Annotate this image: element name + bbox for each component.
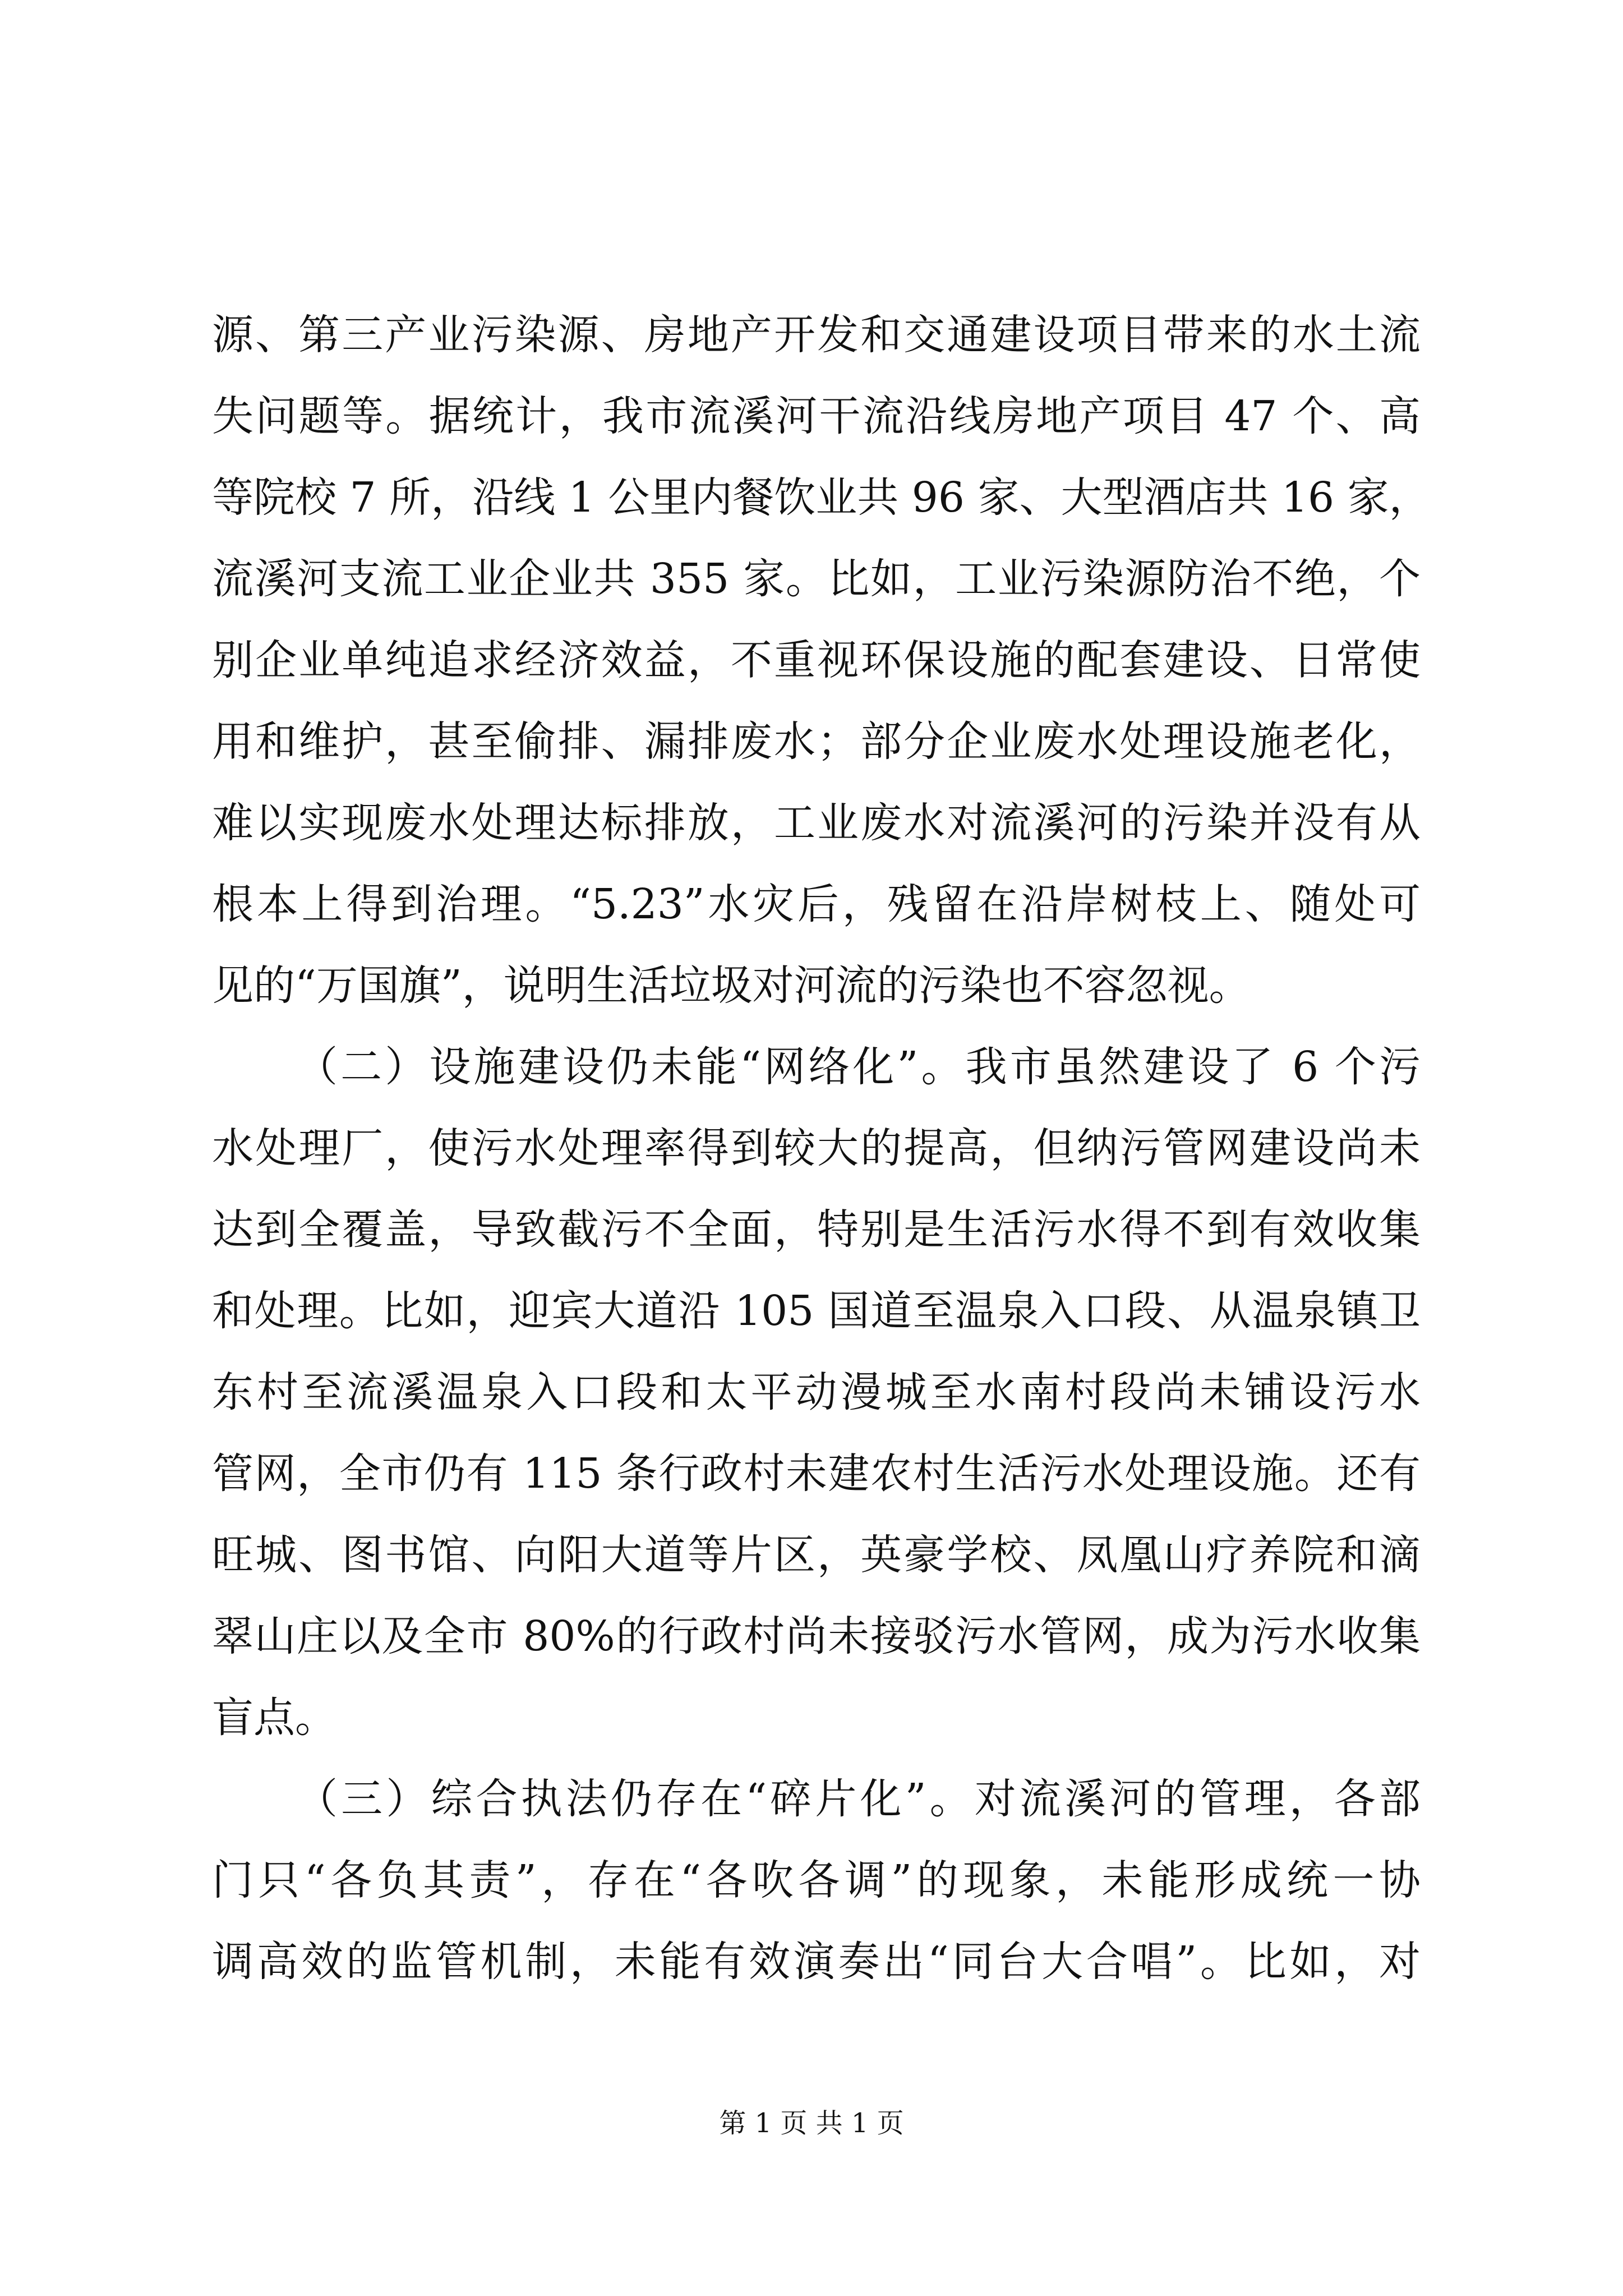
text-line: 旺城、图书馆、向阳大道等片区，英豪学校、凤凰山疗养院和滴 [212, 1531, 1421, 1579]
text-line: 见的“万国旗”，说明生活垃圾对河流的污染也不容忽视。 [212, 961, 1251, 1010]
text-line: 调高效的监管机制，未能有效演奏出“同台大合唱”。比如，对 [212, 1938, 1421, 1986]
text-line: 水处理厂，使污水处理率得到较大的提高，但纳污管网建设尚未 [212, 1124, 1421, 1172]
text-line: 流溪河支流工业企业共 355 家。比如，工业污染源防治不绝，个 [212, 555, 1421, 603]
text-line: 难以实现废水处理达标排放，工业废水对流溪河的污染并没有从 [212, 799, 1421, 847]
text-line: 源、第三产业污染源、房地产开发和交通建设项目带来的水土流 [212, 311, 1421, 359]
text-line: 翠山庄以及全市 80%的行政村尚未接驳污水管网，成为污水收集 [212, 1612, 1421, 1660]
text-line: 和处理。比如，迎宾大道沿 105 国道至温泉入口段、从温泉镇卫 [212, 1287, 1421, 1335]
text-line: 等院校 7 所，沿线 1 公里内餐饮业共 96 家、大型酒店共 16 家， [212, 473, 1431, 522]
document-body [212, 295, 1431, 2003]
page-footer: 第 1 页 共 1 页 [719, 2108, 904, 2139]
paragraph-heading-line: （三）综合执法仍存在“碎片化”。对流溪河的管理，各部 [296, 1775, 1421, 1823]
text-line: 别企业单纯追求经济效益，不重视环保设施的配套建设、日常使 [212, 636, 1421, 684]
paragraph-heading-line: （二）设施建设仍未能“网络化”。我市虽然建设了 6 个污 [296, 1043, 1421, 1091]
text-line: 东村至流溪温泉入口段和太平动漫城至水南村段尚未铺设污水 [212, 1368, 1421, 1416]
text-line: 用和维护，甚至偷排、漏排废水；部分企业废水处理设施老化， [212, 717, 1421, 766]
text-line: 达到全覆盖，导致截污不全面，特别是生活污水得不到有效收集 [212, 1205, 1421, 1254]
text-line: 门只“各负其责”，存在“各吹各调”的现象，未能形成统一协 [212, 1856, 1421, 1904]
text-line: 失问题等。据统计，我市流溪河干流沿线房地产项目 47 个、高 [212, 392, 1421, 440]
text-line: 管网，全市仍有 115 条行政村未建农村生活污水处理设施。还有 [212, 1450, 1421, 1498]
text-line: 盲点。 [212, 1694, 336, 1742]
text-line: 根本上得到治理。“5.23”水灾后，残留在沿岸树枝上、随处可 [212, 880, 1421, 928]
